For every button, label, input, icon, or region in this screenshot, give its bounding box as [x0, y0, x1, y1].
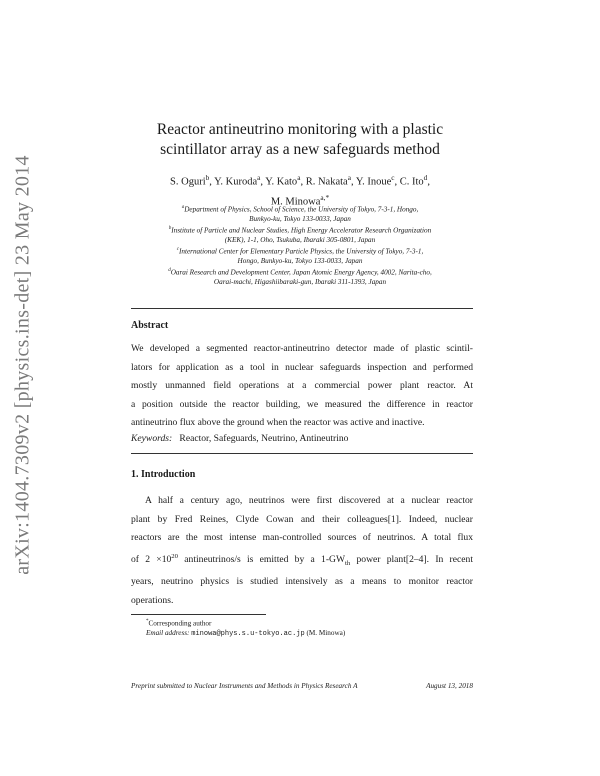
author-affiliation-mark: c — [391, 173, 395, 182]
author: C. Ito — [399, 176, 424, 188]
abstract-line: antineutrino flux above the ground when the reactor was active and inactive. — [131, 417, 425, 429]
arxiv-id-text: arXiv:1404.7309v2 [physics.ins-det] 23 May 2014 — [11, 155, 34, 575]
introduction-body — [131, 492, 473, 611]
abstract-top-rule — [131, 308, 473, 309]
preprint-date: August 13, 2018 — [426, 682, 473, 690]
affiliation-a: $^a$Department of Physics, School of Science, the University of Tokyo, 7-3-1, Hongo, Bunkyo-ku, Tokyo 133-0033, Japan — [181, 205, 419, 223]
abstract-line: mostly unmanned field operations at a commercial power plant reactor. At — [131, 380, 473, 392]
author-affiliation-mark: a — [257, 173, 261, 182]
affiliation-mark: c — [176, 246, 179, 252]
intro-line: years, neutrino physics is studied intensively as a means to monitor reactor — [131, 576, 473, 588]
author: Y. Kuroda — [214, 176, 258, 188]
keywords-label: Keywords: — [131, 433, 173, 444]
section-heading-introduction: 1. Introduction — [131, 469, 196, 480]
intro-line: plant by Fred Reines, Clyde Cowan and their colleagues[1]. Indeed, nuclear — [131, 513, 473, 525]
abstract-line: lators for application as a tool in nuclear safeguards inspection and performed — [131, 361, 473, 373]
affiliation-mark: d — [168, 267, 171, 273]
keywords — [131, 433, 473, 444]
affiliation-b: $^b$Institute of Particle and Nuclear Studies, High Energy Accelerator Research Organization (KEK), 1-1, Oho, Tsukuba, Ibaraki 305-0801, Japan — [168, 225, 432, 244]
preprint-footer — [131, 682, 473, 690]
footnote-rule — [131, 614, 266, 615]
intro-flux-line: of $2 \times 10^{20}$ antineutrinos/s is emitted by a $1-GW_{th}$ power plant[2–4]. In recent — [131, 552, 473, 567]
paper-title — [0, 120, 600, 160]
abstract-line: a position outside the reactor building, we measured the difference in reactor — [131, 398, 473, 410]
author: S. Oguri — [170, 176, 206, 188]
title-line-2: scintillator array as a new safeguards method — [160, 141, 440, 158]
footnote-email — [146, 628, 345, 639]
author: Y. Kato — [265, 176, 298, 188]
preprint-journal: Preprint submitted to Nuclear Instruments and Methods in Physics Research A — [131, 682, 358, 690]
abstract-heading: Abstract — [131, 320, 169, 331]
intro-line: reactors are the most intense man-controlled sources of neutrinos. A total flux — [131, 532, 473, 544]
abstract-line: We developed a segmented reactor-antineutrino detector made of plastic scintil- — [131, 343, 473, 354]
abstract-body — [131, 340, 473, 433]
abstract-bottom-rule — [131, 453, 473, 454]
affiliations — [130, 203, 470, 287]
author-affiliation-mark: a — [297, 173, 301, 182]
footnote-corresponding: *Corresponding author — [146, 619, 212, 628]
author: R. Nakata — [305, 176, 348, 188]
author-affiliation-mark: a,* — [320, 192, 330, 202]
author-affiliation-mark: b — [205, 173, 210, 182]
email-owner: (M. Minowa) — [306, 629, 346, 638]
affiliation-c: $^c$International Center for Elementary Particle Physics, the University of Tokyo, 7-3-1, Hongo, Bunkyo-ku, Tokyo 133-0033, Japan — [176, 246, 424, 265]
author: M. Minowa — [270, 196, 321, 207]
email-label: Email address: — [146, 629, 190, 638]
affiliation-mark: b — [168, 225, 172, 231]
affiliation-d: $^d$Oarai Research and Development Center, Japan Atomic Energy Agency, 4002, Narita-cho, Oarai-machi, Higashiibaraki-gun, Ibaraki 311-1393, Japan — [168, 267, 432, 286]
author-line-1: S. Oguri$^b$, Y. Kuroda$^a$, Y. Kato$^a$, R. Nakata$^a$, Y. Inoue$^c$, C. Ito$^d$, — [170, 173, 430, 188]
keywords-list: Reactor, Safeguards, Neutrino, Antineutrino — [179, 433, 349, 444]
title-line-1: Reactor antineutrino monitoring with a plastic — [156, 121, 444, 138]
affiliation-mark: a — [181, 205, 185, 210]
author-affiliation-mark: a — [347, 173, 351, 182]
author: Y. Inoue — [355, 176, 392, 188]
arxiv-side-stamp — [8, 155, 38, 575]
email-address[interactable]: minowa@phys.s.u-tokyo.ac.jp — [191, 630, 305, 639]
intro-line: operations. — [131, 595, 174, 607]
intro-line: A half a century ago, neutrinos were first discovered at a nuclear reactor — [145, 495, 473, 506]
author-affiliation-mark: d — [423, 173, 428, 182]
footnote — [146, 617, 345, 639]
